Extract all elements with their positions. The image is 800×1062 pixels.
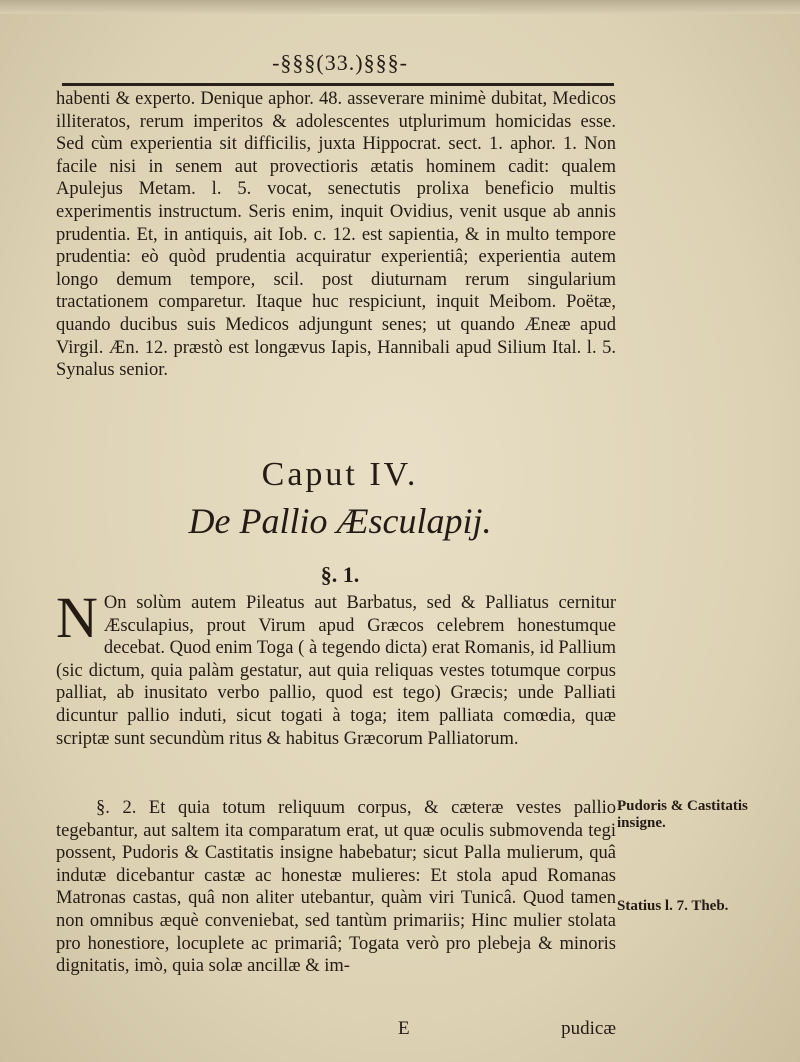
text-block-section-2 (56, 797, 616, 978)
running-head: -§§§(33.)§§§- (272, 50, 408, 75)
catchword: pudicæ (561, 1018, 616, 1039)
header-rule (62, 83, 614, 86)
margin-note-statius: Statius l. 7. Theb. (617, 898, 729, 914)
paragraph-intro: habenti & experto. Denique aphor. 48. asseverare minimè dubitat, Medicos illiteratos, rerum imperitos & adolescentes utplurimum homicidas esse. Sed cùm experientia sit difficilis, juxta Hippocrat. sect. 1. aphor. 1. Non facile nisi in senem aut provectioris ætatis hominem cadit: qualem Apulejus Metam. l. 5. vocat, senectutis prolixa beneficio multis experimentis instructum. Seris enim, inquit Ovidius, venit usque ab annis prudentia. Et, in antiquis, ait Iob. c. 12. est sapientia, & in multo tempore prudentia: eò quòd prudentia acquiratur experientiâ; experientia autem longo demum tempore, scil. post diuturnam rerum singularium tractationem comparetur. Itaque huc respiciunt, inquit Meibom. Poëtæ, quando ducibus suis Medicos adjungunt senes; ut quando Æneæ apud Virgil. Æn. 12. præstò est longævus Iapis, Hannibali apud Silium Ital. l. 5. Synalus senior. (56, 89, 616, 381)
text-block-section-1 (56, 585, 616, 750)
paragraph-section-1: On solùm autem Pileatus aut Barbatus, sed & Palliatus cernitur Æsculapius, prout Virum apud Græcos celebrem honestumque decebat. Quod enim Toga ( à tegendo dicta) erat Romanis, id Pallium (sic dictum, quia palàm gestatur, aut quia reliquas vestes totumque corpus palliat, ab inusitato verbo pallio, quod est tego) Græcis; unde Palliati dicuntur pallio induti, sicut togati à toga; item palliata comœdia, quæ scriptæ sunt secundùm ritus & habitus Græcorum Palliatorum. (56, 593, 616, 749)
chapter-subtitle: De Pallio Æsculapij. (188, 501, 492, 541)
signature-mark: E (398, 1018, 410, 1039)
text-block-intro (56, 88, 616, 382)
drop-cap: N (56, 585, 98, 650)
paragraph-section-2: §. 2. Et quia totum reliquum corpus, & cæteræ vestes pallio tegebantur, aut saltem ita comparatum erat, ut quæ oculis submovenda tegi possent, Pudoris & Castitatis insigne habebatur; sicut Palla mulierum, quâ indutæ dicebantur castæ ac honestæ mulieres: Et stola apud Romanas Matronas castas, quâ non aliter utebantur, quàm viri Tunicâ. Quod tamen non omnibus æquè conveniebat, sed tantùm primariis; Hinc mulier stolata pro honestiore, locuplete ac primariâ; Togata verò pro plebeja & minoris dignitatis, imò, quia solæ ancillæ & im- (56, 798, 616, 977)
page-footer (56, 1018, 616, 1044)
section-mark: §. 1. (320, 562, 360, 587)
margin-note-pudoris: Pudoris & Castitatis insigne. (617, 798, 748, 831)
page-top-edge (0, 0, 800, 14)
chapter-title: Caput IV. (261, 456, 419, 493)
